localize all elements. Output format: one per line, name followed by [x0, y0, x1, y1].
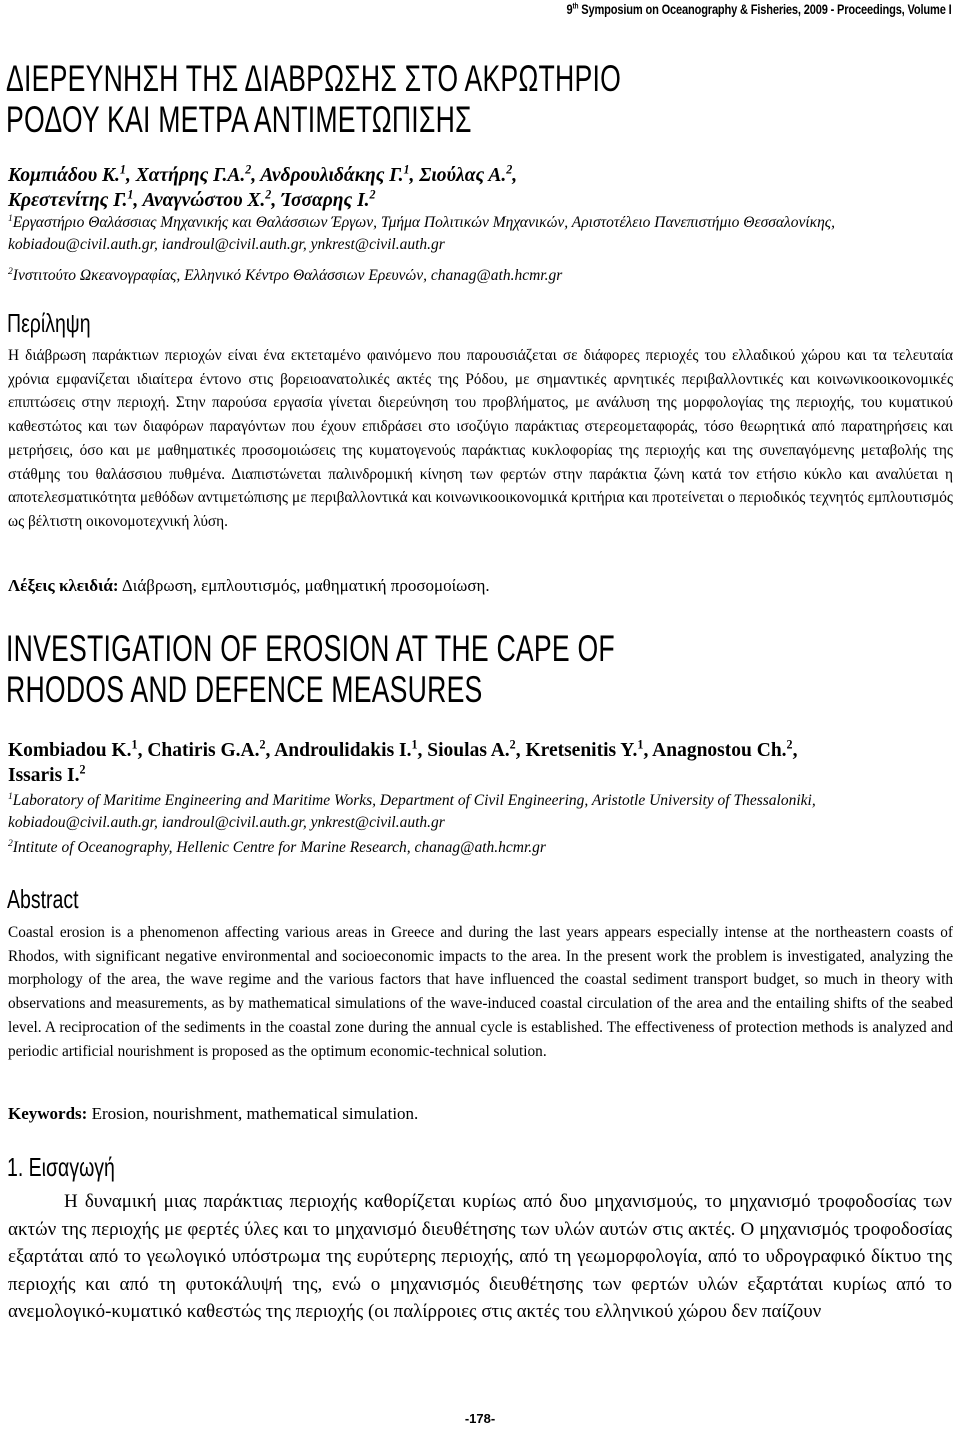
intro-text: Η δυναμική μιας παράκτιας περιοχής καθορίζεται κυρίως από δυο μηχανισμούς, το μηχανισμό τροφοδοσίας των ακτών της περιοχής με φερτές ύλες και το μηχανισμό διευθέτησης των υλών αυτών στις ακτές. Ο μηχανισμός τροφοδοσίας εξαρτάται από το γεωλογικό υπόστρωμα της ευρύτερης περιοχής, από τη γεωμορφολογία, από το υδρογραφικό δίκτυο της περιοχής και από τη φυτοκάλυψή της, ενώ ο μηχανισμός διευθέτησης των φερτών υλών εξαρτάται κυρίως από το ανεμολογικό-κυματικό καθεστώς της περιοχής (οι παλίρροιες στις ακτές του ελληνικού χώρου δεν παίζουν: [8, 1191, 952, 1323]
author: Χατήρης Γ.Α.$^2$,: [135, 162, 261, 186]
author: Sioulas A.$^2$,: [427, 737, 526, 761]
english-affiliation-1: $^1$Laboratory of Maritime Engineering and Maritime Works, Department of Civil Engineering, Aristotle University of Thessaloniki, kobiadou@civil.auth.gr, iandroul@civil.auth.gr, ynkrest@civil.auth.gr: [8, 790, 816, 831]
greek-abstract-text: Η διάβρωση παράκτιων περιοχών είναι ένα εκτεταμένο φαινόμενο που παρουσιάζεται σε διάφορες περιοχές του ελλαδικού χώρου και τα τελευταία χρόνια εμφανίζεται ιδιαίτερα έντονο στις βορειοανατολικές ακτές της Ρόδου, με σημαντικές αρνητικές περιβαλλοντικές και κοινωνικοοικονομικές επιπτώσεις στην περιοχή. Στην παρούσα εργασία γίνεται διερεύνηση του προβλήματος, με ανάλυση της μορφολογίας της περιοχής, του κυματικού καθεστώτος και των διαφόρων παραγόντων που έχουν επιδράσει στο ισοζύγιο παράκτιας στερεομεταφοράς, τόσο θεωρητικά από παρατηρήσεις και μετρήσεις, όσο και με μαθηματικές προσομοιώσεις της κυματογενούς παράκτιας κυκλοφορίας της περιοχής και της συνεπαγόμενης μεταβολής της στάθμης του θαλάσσιου πυθμένα. Διαπιστώνεται παλινδρομική κίνηση των φερτών στην παράκτια ζώνη κατά τον ετήσιο κύκλο και αναλύεται η αποτελεσματικότητα μεθόδων αντιμετώπισης με περιβαλλοντικά και κοινωνικοοικονομικά κριτήρια και προτείνεται ο περιοδικός τεχνητός εμπλουτισμός ως βέλτιστη οικονομοτεχνική λύση.: [8, 347, 953, 530]
author: Ίσσαρης Ι.$^2$: [281, 187, 376, 211]
english-abstract-text: Coastal erosion is a phenomenon affecting various areas in Greece and during the last years appears especially intense at the northeastern coasts of Rhodos, with significant negative environmental and socioeconomic impacts to the area. In the present work the problem is investigated, analyzing the morphology of the area, the wave regime and the various factors that have influenced the coastal sediment transport budget, so much in theory with observations and measurements, as by mathematical simulations of the wave-induced coastal circulation of the area and the entailing shifts of the seabed level. A reciprocation of the sediments in the coastal zone during the annual cycle is established. The effectiveness of protection methods is analyzed and periodic artificial nourishment is proposed as the optimum economic-technical solution.: [8, 924, 953, 1060]
author: Issaris I.$^2$: [8, 762, 86, 786]
english-keywords: Keywords: Erosion, nourishment, mathematical simulation.: [8, 1104, 419, 1123]
author: Kretsenitis Y.$^1$,: [525, 737, 653, 761]
author: Ανδρουλιδάκης Γ.$^1$,: [260, 162, 420, 186]
greek-abstract-heading: Περίληψη: [7, 308, 91, 338]
greek-title-line-2: ΡΟΔΟΥ ΚΑΙ ΜΕΤΡΑ ΑΝΤΙΜΕΤΩΠΙΣΗΣ: [6, 99, 472, 140]
page-number: -178-: [464, 1411, 496, 1426]
intro-heading: 1. Εισαγωγή: [7, 1152, 115, 1182]
author: Κομπιάδου Κ.$^1$,: [8, 162, 136, 186]
greek-authors: [8, 163, 948, 213]
author: Chatiris G.A.$^2$,: [147, 737, 275, 761]
greek-affiliation-1: $^1$Εργαστήριο Θαλάσσιας Μηχανικής και Θαλάσσιων Έργων, Τμήμα Πολιτικών Μηχανικών, Αριστοτέλειο Πανεπιστήμιο Θεσσαλονίκης, kobiadou@civil.auth.gr, iandroul@civil.auth.gr, ynkrest@civil.auth.gr: [8, 212, 835, 253]
english-affiliation-2: $^2$Intitute of Oceanography, Hellenic Centre for Marine Research, chanag@ath.hcmr.gr: [8, 837, 546, 856]
greek-title-line-1: ΔΙΕΡΕΥΝΗΣΗ ΤΗΣ ΔΙΑΒΡΩΣΗΣ ΣΤΟ ΑΚΡΩΤΗΡΙΟ: [6, 58, 622, 99]
english-title-line-1: INVESTIGATION OF EROSION AT THE CAPE OF: [6, 628, 615, 669]
author: Κρεστενίτης Γ.$^1$,: [8, 187, 143, 211]
author: Σιούλας Α.$^2$,: [419, 162, 518, 186]
running-head: 9th Symposium on Oceanography & Fisheries, 2009 - Proceedings, Volume I: [566, 1, 952, 17]
greek-keywords: Λέξεις κλειδιά: Διάβρωση, εμπλουτισμός, μαθηματική προσομοίωση.: [8, 576, 490, 595]
greek-affiliation-2: $^2$Ινστιτούτο Ωκεανογραφίας, Ελληνικό Κέντρο Θαλάσσιων Ερευνών, chanag@ath.hcmr.gr: [8, 265, 563, 284]
author: Anagnostou Ch.$^2$,: [652, 737, 798, 761]
author: Androulidakis I.$^1$,: [274, 737, 428, 761]
english-title-line-2: RHODOS AND DEFENCE MEASURES: [6, 669, 483, 710]
author: Kombiadou K.$^1$,: [8, 737, 148, 761]
english-authors: [8, 738, 948, 788]
english-abstract-heading: Abstract: [7, 884, 79, 914]
author: Αναγνώστου Χ.$^2$,: [142, 187, 282, 211]
